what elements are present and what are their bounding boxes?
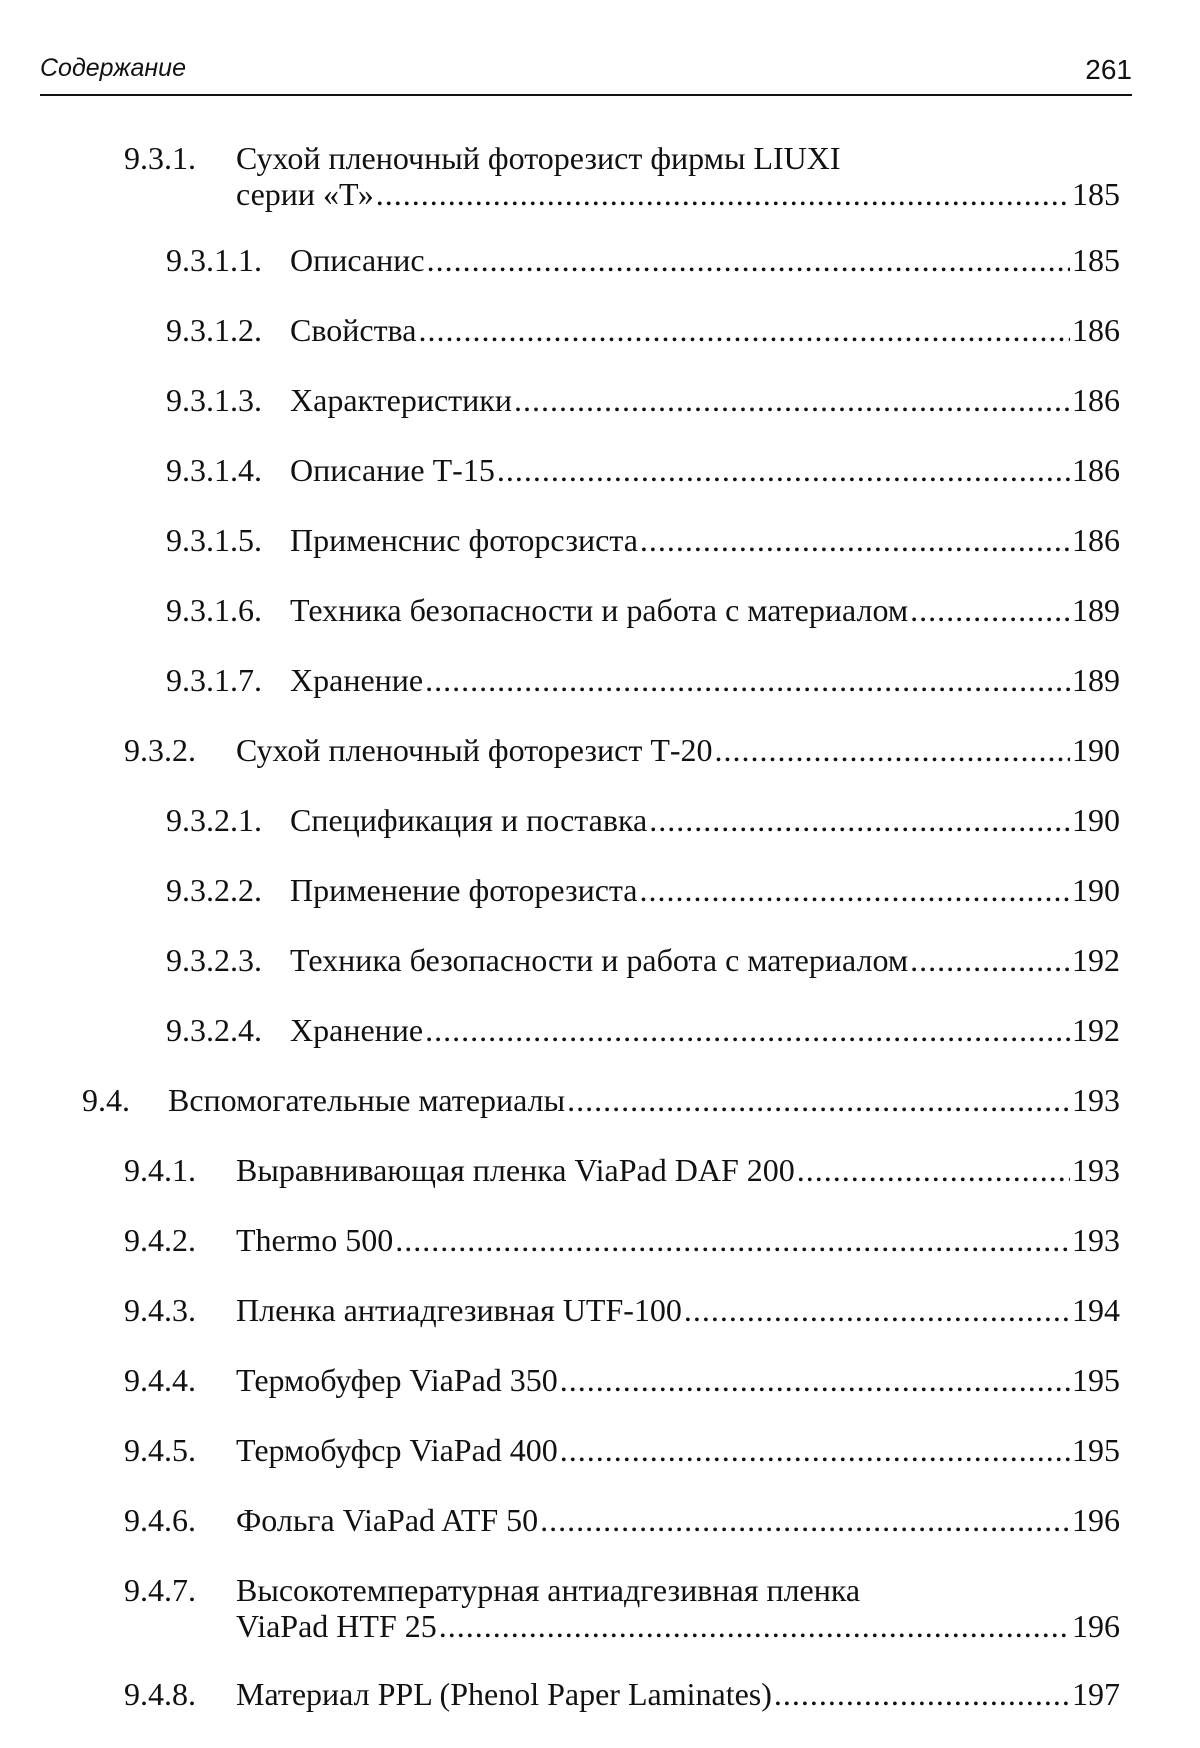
dot-leader xyxy=(567,1082,1070,1118)
dot-leader xyxy=(439,1608,1070,1644)
toc-entry-title: Термобуфер ViaPad 350 xyxy=(236,1362,558,1398)
toc-entry-page: 186 xyxy=(1072,382,1120,418)
toc-entry-number: 9.4.1. xyxy=(124,1152,196,1188)
toc-entry-title: Вспомогательные материалы xyxy=(168,1082,566,1118)
dot-leader xyxy=(797,1152,1070,1188)
toc-entry-number: 9.3.2.3. xyxy=(166,942,262,978)
toc-entry-title-line1: Высокотемпературная антиадгезивная пленка xyxy=(236,1572,861,1608)
toc-entry-page: 190 xyxy=(1072,872,1120,908)
dot-leader xyxy=(910,942,1070,978)
dot-leader xyxy=(640,522,1070,558)
dot-leader xyxy=(560,1432,1070,1468)
toc-entry-page: 195 xyxy=(1072,1362,1120,1398)
page-number: 261 xyxy=(1085,54,1132,85)
toc-entry-title: ViaPad HTF 25 xyxy=(236,1608,437,1644)
dot-leader xyxy=(639,872,1070,908)
toc-entry-title: Выравнивающая пленка ViaPad DAF 200 xyxy=(236,1152,795,1188)
toc-entry-page: 193 xyxy=(1072,1152,1120,1188)
toc-entry-page: 186 xyxy=(1072,452,1120,488)
toc-entry-title-line1: Сухой пленочный фоторезист фирмы LIUXI xyxy=(236,140,841,176)
toc-entry-page: 186 xyxy=(1072,312,1120,348)
toc-entry-title: Описанис xyxy=(290,242,425,278)
toc-entry-page: 189 xyxy=(1072,662,1120,698)
toc-entry-number: 9.3.2.1. xyxy=(166,802,262,838)
toc-entry-title: Характеристики xyxy=(290,382,512,418)
toc-entry-title: Хранение xyxy=(290,662,424,698)
toc-entry-page: 195 xyxy=(1072,1432,1120,1468)
toc-entry-title: Фольга ViaPad ATF 50 xyxy=(236,1502,539,1538)
toc-entry-number: 9.3.1.2. xyxy=(166,312,262,348)
toc-entry-title: Применение фоторезиста xyxy=(290,872,638,908)
toc-entry-number: 9.3.1.6. xyxy=(166,592,262,628)
dot-leader xyxy=(376,176,1070,212)
toc-entry-number: 9.4.4. xyxy=(124,1362,196,1398)
toc-entry-page: 190 xyxy=(1072,802,1120,838)
toc-entry-page: 192 xyxy=(1072,942,1120,978)
toc-entry-number: 9.4.7. xyxy=(124,1572,196,1608)
toc-entry-page: 186 xyxy=(1072,522,1120,558)
toc-entry-number: 9.4.6. xyxy=(124,1502,196,1538)
toc-entry-number: 9.3.1.3. xyxy=(166,382,262,418)
dot-leader xyxy=(395,1222,1070,1258)
toc-entry-number: 9.3.1. xyxy=(124,140,196,176)
toc-entry-title: Техника безопасности и работа с материалом xyxy=(290,592,909,628)
toc-entry-page: 193 xyxy=(1072,1082,1120,1118)
running-header xyxy=(40,50,1132,96)
toc-entry-page: 193 xyxy=(1072,1222,1120,1258)
dot-leader xyxy=(514,382,1070,418)
toc-entry-title: Термобуфср ViaPad 400 xyxy=(236,1432,558,1468)
toc-entry-title: Техника безопасности и работа с материалом xyxy=(290,942,909,978)
toc-entry-page: 189 xyxy=(1072,592,1120,628)
dot-leader xyxy=(649,802,1070,838)
toc-entry-title: Пленка антиадгезивная UTF-100 xyxy=(236,1292,682,1328)
toc-entry-number: 9.3.2. xyxy=(124,732,196,768)
toc-entry-number: 9.3.1.1. xyxy=(166,242,262,278)
toc-entry-page: 194 xyxy=(1072,1292,1120,1328)
dot-leader xyxy=(418,312,1070,348)
toc-entry-number: 9.4.8. xyxy=(124,1676,196,1712)
dot-leader xyxy=(774,1676,1070,1712)
toc-entry-number: 9.3.2.2. xyxy=(166,872,262,908)
toc-entry-page: 190 xyxy=(1072,732,1120,768)
dot-leader xyxy=(540,1502,1070,1538)
toc-entry-title: Свойства xyxy=(290,312,417,348)
toc-entry-number: 9.3.2.4. xyxy=(166,1012,262,1048)
dot-leader xyxy=(560,1362,1070,1398)
toc-entry-page: 197 xyxy=(1072,1676,1120,1712)
toc-entry-title: Thermo 500 xyxy=(236,1222,394,1258)
dot-leader xyxy=(425,662,1070,698)
toc-entry-page: 196 xyxy=(1072,1608,1120,1644)
toc-entry-title: Применснис фоторсзиста xyxy=(290,522,638,558)
toc-entry-number: 9.3.1.4. xyxy=(166,452,262,488)
dot-leader xyxy=(684,1292,1070,1328)
toc-entry-number: 9.4.3. xyxy=(124,1292,196,1328)
toc-entry-page: 185 xyxy=(1072,242,1120,278)
dot-leader xyxy=(910,592,1070,628)
dot-leader xyxy=(425,1012,1070,1048)
toc-entry-title: Материал PPL (Phenol Paper Laminates) xyxy=(236,1676,772,1712)
toc-entry-title: серии «Т» xyxy=(236,176,374,212)
toc-entry-number: 9.3.1.5. xyxy=(166,522,262,558)
toc-entry-title: Спецификация и поставка xyxy=(290,802,648,838)
dot-leader xyxy=(497,452,1070,488)
running-title: Содержание xyxy=(40,54,186,82)
toc-entry-title: Описание Т-15 xyxy=(290,452,495,488)
toc-entry-number: 9.4. xyxy=(82,1082,130,1118)
dot-leader xyxy=(715,732,1070,768)
toc-entry-number: 9.4.2. xyxy=(124,1222,196,1258)
toc-entry-number: 9.3.1.7. xyxy=(166,662,262,698)
toc-entry-page: 192 xyxy=(1072,1012,1120,1048)
toc-entry-title: Хранение xyxy=(290,1012,424,1048)
dot-leader xyxy=(427,242,1070,278)
toc-entry-page: 196 xyxy=(1072,1502,1120,1538)
toc-entry-page: 185 xyxy=(1072,176,1120,212)
toc-entry-title: Сухой пленочный фоторезист Т-20 xyxy=(236,732,713,768)
toc-entry-number: 9.4.5. xyxy=(124,1432,196,1468)
